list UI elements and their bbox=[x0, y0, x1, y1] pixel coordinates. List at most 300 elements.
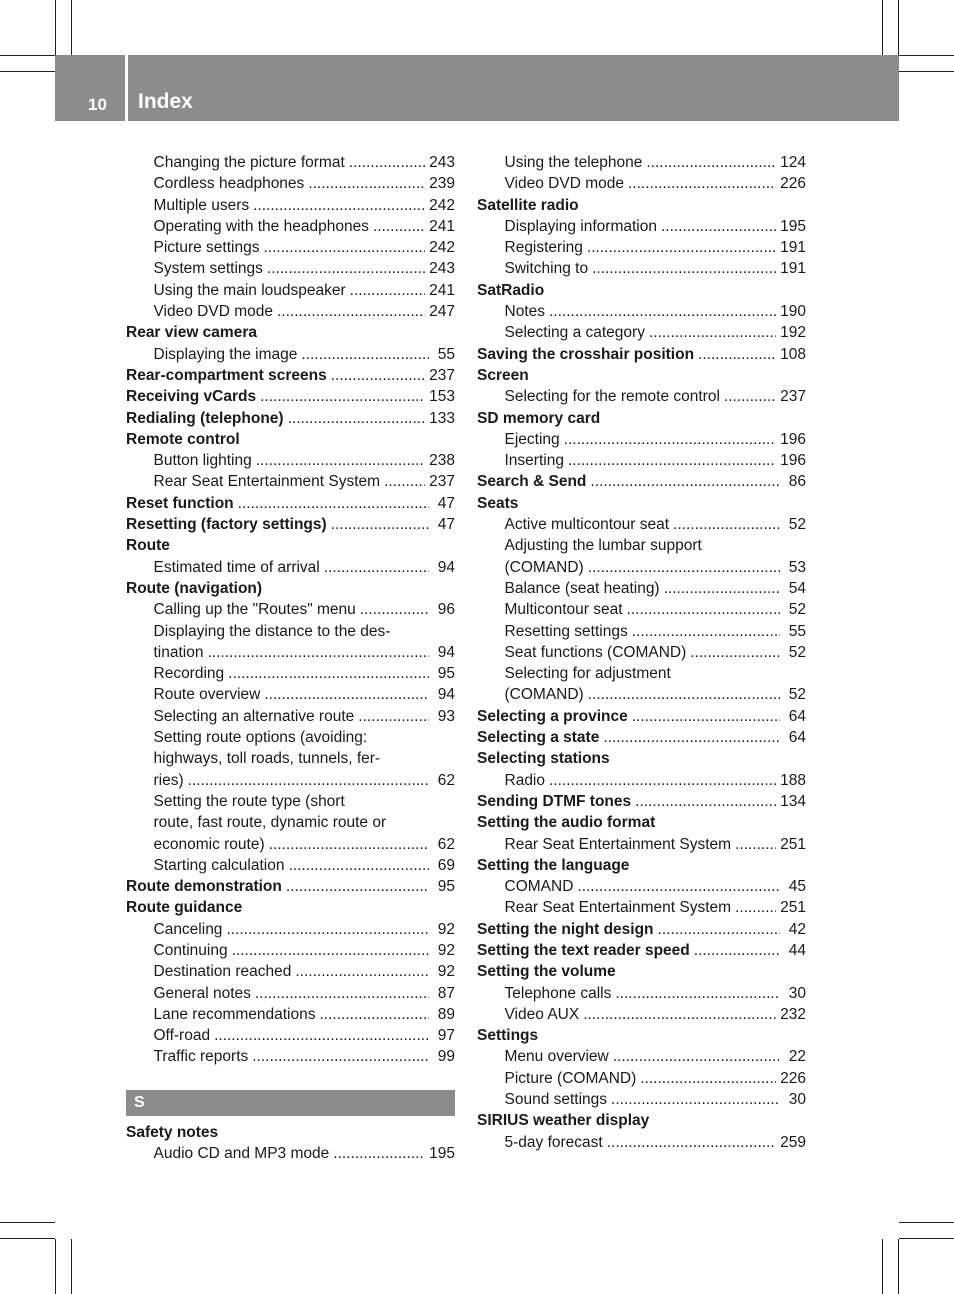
index-heading: Setting the volume bbox=[477, 963, 616, 981]
entry-page-number: 196 bbox=[780, 430, 806, 448]
entry-page-number: 196 bbox=[780, 452, 806, 470]
index-subentry-text: Adjusting the lumbar support bbox=[504, 537, 702, 555]
entry-page-number: 97 bbox=[437, 1027, 455, 1045]
index-subentry bbox=[477, 1004, 806, 1025]
entry-page-number: 96 bbox=[437, 601, 455, 619]
entry-page-number: 52 bbox=[788, 516, 806, 534]
index-subentry bbox=[477, 1132, 806, 1153]
index-heading: Safety notes bbox=[126, 1123, 219, 1141]
entry-text: Registering bbox=[504, 239, 583, 257]
entry-text: Ejecting bbox=[504, 430, 560, 448]
crop-mark bbox=[882, 0, 883, 55]
entry-text: Using the telephone bbox=[504, 154, 643, 171]
index-subentry-text: Selecting for adjustment bbox=[504, 665, 671, 683]
index-subentry bbox=[126, 1025, 455, 1046]
entry-text: Video DVD mode bbox=[504, 175, 624, 193]
index-entry bbox=[126, 514, 455, 535]
index-subentry bbox=[477, 301, 806, 322]
index-subentry bbox=[477, 599, 806, 620]
entry-text: Sending DTMF tones bbox=[477, 792, 632, 810]
header-separator bbox=[125, 55, 128, 121]
dot-leader bbox=[349, 152, 425, 173]
entry-text: COMAND bbox=[504, 878, 574, 896]
dot-leader bbox=[214, 1025, 429, 1046]
dot-leader bbox=[264, 684, 429, 705]
dot-leader bbox=[320, 1004, 430, 1025]
dot-leader bbox=[690, 642, 780, 663]
index-subentry bbox=[126, 344, 455, 365]
entry-text: Displaying information bbox=[504, 217, 657, 235]
entry-page-number: 259 bbox=[780, 1133, 806, 1151]
dot-leader bbox=[673, 514, 780, 535]
entry-page-number: 44 bbox=[788, 941, 806, 959]
entry-page-number: 22 bbox=[788, 1048, 806, 1066]
index-list bbox=[126, 152, 455, 1068]
entry-text: 5-day forecast bbox=[504, 1133, 603, 1151]
entry-page-number: 52 bbox=[788, 601, 806, 619]
entry-text: Sound settings bbox=[504, 1091, 608, 1109]
dot-leader bbox=[635, 791, 776, 812]
entry-page-number: 239 bbox=[429, 175, 455, 193]
index-subentry bbox=[477, 557, 806, 578]
index-subentry bbox=[126, 280, 455, 301]
entry-page-number: 93 bbox=[437, 707, 455, 725]
index-subentry-text: Displaying the distance to the des- bbox=[153, 622, 391, 640]
entry-page-number: 237 bbox=[429, 473, 455, 491]
entry-page-number: 94 bbox=[437, 643, 455, 661]
index-subentry bbox=[477, 1089, 806, 1110]
dot-leader bbox=[658, 919, 780, 940]
entry-text: Rear-compartment screens bbox=[126, 366, 327, 384]
entry-text: Changing the picture format bbox=[153, 154, 345, 171]
dot-leader bbox=[664, 578, 780, 599]
index-subentry bbox=[126, 152, 455, 173]
entry-text: (COMAND) bbox=[504, 558, 584, 576]
index-subentry bbox=[477, 642, 806, 663]
crop-mark bbox=[882, 1239, 883, 1294]
crop-mark bbox=[55, 0, 56, 55]
entry-page-number: 55 bbox=[788, 622, 806, 640]
dot-leader bbox=[324, 557, 429, 578]
index-subentry bbox=[126, 237, 455, 258]
entry-page-number: 251 bbox=[780, 899, 806, 917]
index-heading: Remote control bbox=[126, 430, 240, 448]
index-subentry bbox=[126, 770, 455, 791]
index-heading: Route bbox=[126, 537, 170, 555]
entry-page-number: 242 bbox=[429, 196, 455, 214]
entry-page-number: 226 bbox=[780, 175, 806, 193]
dot-leader bbox=[564, 429, 776, 450]
entry-text: Rear Seat Entertainment System bbox=[504, 835, 732, 853]
entry-page-number: 55 bbox=[437, 345, 455, 363]
dot-leader bbox=[627, 599, 780, 620]
entry-page-number: 237 bbox=[780, 388, 806, 406]
index-subentry-text: highways, toll roads, tunnels, fer- bbox=[153, 750, 381, 768]
index-subentry bbox=[477, 216, 806, 237]
index-entry bbox=[477, 919, 806, 940]
entry-text: Reset function bbox=[126, 494, 234, 512]
entry-text: Route demonstration bbox=[126, 878, 282, 896]
dot-leader bbox=[735, 834, 776, 855]
dot-leader bbox=[350, 280, 425, 301]
entry-page-number: 95 bbox=[437, 878, 455, 896]
entry-text: Lane recommendations bbox=[153, 1005, 316, 1023]
entry-text: Video AUX bbox=[504, 1005, 580, 1023]
crop-mark bbox=[899, 1222, 954, 1223]
entry-text: Active multicontour seat bbox=[504, 516, 670, 534]
dot-leader bbox=[640, 1068, 776, 1089]
index-subentry bbox=[126, 983, 455, 1004]
entry-page-number: 89 bbox=[437, 1005, 455, 1023]
index-subentry bbox=[477, 258, 806, 279]
index-heading: SatRadio bbox=[477, 281, 545, 299]
entry-page-number: 242 bbox=[429, 239, 455, 257]
entry-text: Estimated time of arrival bbox=[153, 558, 320, 576]
entry-text: Audio CD and MP3 mode bbox=[153, 1145, 330, 1163]
dot-leader bbox=[207, 642, 429, 663]
index-subentry bbox=[126, 173, 455, 194]
index-subentry bbox=[126, 599, 455, 620]
entry-text: Radio bbox=[504, 771, 545, 789]
entry-text: Telephone calls bbox=[504, 984, 612, 1002]
dot-leader bbox=[373, 216, 425, 237]
crop-mark bbox=[898, 1239, 899, 1294]
entry-text: Displaying the image bbox=[153, 345, 298, 363]
index-subentry bbox=[126, 557, 455, 578]
entry-text: Operating with the headphones bbox=[153, 217, 369, 235]
index-entry bbox=[477, 727, 806, 748]
crop-mark bbox=[0, 1238, 55, 1239]
index-subentry bbox=[126, 834, 455, 855]
entry-text: Route overview bbox=[153, 686, 261, 704]
entry-page-number: 42 bbox=[788, 920, 806, 938]
entry-text: Menu overview bbox=[504, 1048, 609, 1066]
entry-page-number: 241 bbox=[429, 281, 455, 299]
index-subentry bbox=[477, 429, 806, 450]
dot-leader bbox=[588, 684, 780, 705]
index-subentry bbox=[126, 1004, 455, 1025]
dot-leader bbox=[735, 897, 776, 918]
index-entry bbox=[126, 876, 455, 897]
index-subentry bbox=[126, 961, 455, 982]
entry-text: Setting the night design bbox=[477, 920, 654, 938]
index-heading: Selecting stations bbox=[477, 750, 610, 768]
dot-leader bbox=[238, 493, 429, 514]
entry-page-number: 47 bbox=[437, 516, 455, 534]
entry-page-number: 87 bbox=[437, 984, 455, 1002]
dot-leader bbox=[577, 876, 780, 897]
index-subentry bbox=[477, 621, 806, 642]
index-subentry bbox=[126, 684, 455, 705]
dot-leader bbox=[331, 514, 429, 535]
index-subentry bbox=[477, 450, 806, 471]
dot-leader bbox=[568, 450, 776, 471]
section-letter-bar: S bbox=[126, 1090, 455, 1116]
entry-page-number: 133 bbox=[429, 409, 455, 427]
index-subentry bbox=[126, 195, 455, 216]
index-subentry-text: route, fast route, dynamic route or bbox=[153, 814, 387, 832]
entry-text: Starting calculation bbox=[153, 856, 285, 874]
entry-page-number: 108 bbox=[780, 345, 806, 363]
entry-page-number: 52 bbox=[788, 643, 806, 661]
index-entry bbox=[126, 408, 455, 429]
dot-leader bbox=[549, 770, 776, 791]
index-subentry bbox=[126, 216, 455, 237]
dot-leader bbox=[252, 1046, 429, 1067]
dot-leader bbox=[724, 386, 776, 407]
dot-leader bbox=[649, 322, 776, 343]
index-subentry bbox=[477, 983, 806, 1004]
dot-leader bbox=[255, 983, 429, 1004]
dot-leader bbox=[295, 961, 429, 982]
index-subentry bbox=[126, 258, 455, 279]
entry-text: Inserting bbox=[504, 452, 564, 470]
index-subentry-text: Setting the route type (short bbox=[153, 792, 345, 810]
entry-page-number: 95 bbox=[437, 665, 455, 683]
entry-text: Seat functions (COMAND) bbox=[504, 643, 687, 661]
dot-leader bbox=[603, 727, 780, 748]
index-heading: Route guidance bbox=[126, 899, 243, 917]
dot-leader bbox=[661, 216, 776, 237]
index-subentry bbox=[477, 322, 806, 343]
dot-leader bbox=[260, 386, 425, 407]
entry-page-number: 191 bbox=[780, 239, 806, 257]
entry-page-number: 47 bbox=[437, 494, 455, 512]
crop-mark bbox=[898, 0, 899, 55]
entry-text: Redialing (telephone) bbox=[126, 409, 284, 427]
dot-leader bbox=[288, 408, 426, 429]
dot-leader bbox=[228, 663, 429, 684]
index-subentry bbox=[477, 514, 806, 535]
index-entry bbox=[126, 365, 455, 386]
entry-page-number: 190 bbox=[780, 303, 806, 321]
entry-page-number: 64 bbox=[788, 707, 806, 725]
index-subentry bbox=[126, 919, 455, 940]
entry-text: Saving the crosshair position bbox=[477, 345, 695, 363]
index-subentry bbox=[126, 663, 455, 684]
index-heading: Screen bbox=[477, 366, 529, 384]
index-entry bbox=[477, 706, 806, 727]
entry-page-number: 247 bbox=[429, 303, 455, 321]
entry-page-number: 30 bbox=[788, 984, 806, 1002]
entry-page-number: 99 bbox=[437, 1048, 455, 1066]
dot-leader bbox=[607, 1132, 776, 1153]
entry-text: Canceling bbox=[153, 920, 223, 938]
dot-leader bbox=[615, 983, 780, 1004]
dot-leader bbox=[549, 301, 776, 322]
crop-mark bbox=[0, 1222, 55, 1223]
crop-mark bbox=[55, 1239, 56, 1294]
index-heading: Setting the audio format bbox=[477, 814, 656, 832]
dot-leader bbox=[286, 876, 429, 897]
index-subentry bbox=[477, 386, 806, 407]
dot-leader bbox=[646, 152, 776, 173]
dot-leader bbox=[628, 173, 776, 194]
dot-leader bbox=[267, 258, 425, 279]
entry-text: Calling up the "Routes" menu bbox=[153, 601, 356, 619]
entry-text: Off-road bbox=[153, 1027, 211, 1045]
index-subentry bbox=[477, 834, 806, 855]
index-column-left bbox=[126, 152, 455, 1164]
entry-text: General notes bbox=[153, 984, 251, 1002]
dot-leader bbox=[232, 940, 429, 961]
entry-page-number: 153 bbox=[429, 388, 455, 406]
entry-text: Switching to bbox=[504, 260, 589, 278]
entry-text: Continuing bbox=[153, 941, 228, 959]
entry-page-number: 52 bbox=[788, 686, 806, 704]
entry-page-number: 232 bbox=[780, 1005, 806, 1023]
entry-page-number: 134 bbox=[780, 792, 806, 810]
index-entry bbox=[126, 493, 455, 514]
dot-leader bbox=[253, 195, 425, 216]
dot-leader bbox=[590, 471, 780, 492]
crop-mark bbox=[71, 1239, 72, 1294]
entry-text: Cordless headphones bbox=[153, 175, 305, 193]
page-title: Index bbox=[138, 90, 193, 113]
entry-page-number: 251 bbox=[780, 835, 806, 853]
dot-leader bbox=[263, 237, 425, 258]
entry-page-number: 45 bbox=[788, 878, 806, 896]
index-entry bbox=[477, 471, 806, 492]
dot-leader bbox=[611, 1089, 780, 1110]
index-subentry bbox=[477, 897, 806, 918]
dot-leader bbox=[588, 557, 780, 578]
index-subentry bbox=[477, 876, 806, 897]
entry-text: Selecting a category bbox=[504, 324, 645, 342]
entry-page-number: 191 bbox=[780, 260, 806, 278]
index-entry bbox=[126, 386, 455, 407]
entry-page-number: 243 bbox=[429, 154, 455, 171]
entry-text: Multiple users bbox=[153, 196, 250, 214]
index-subentry bbox=[126, 450, 455, 471]
index-subentry bbox=[126, 642, 455, 663]
entry-page-number: 195 bbox=[780, 217, 806, 235]
index-subentry bbox=[477, 1068, 806, 1089]
index-subentry bbox=[477, 152, 806, 173]
index-subentry bbox=[477, 173, 806, 194]
index-subentry bbox=[126, 471, 455, 492]
crop-mark bbox=[0, 71, 55, 72]
page-number: 10 bbox=[88, 95, 107, 114]
index-heading: SD memory card bbox=[477, 409, 601, 427]
entry-text: Resetting (factory settings) bbox=[126, 516, 327, 534]
dot-leader bbox=[358, 706, 429, 727]
entry-text: (COMAND) bbox=[504, 686, 584, 704]
index-heading: Route (navigation) bbox=[126, 579, 263, 597]
dot-leader bbox=[360, 599, 429, 620]
index-entry bbox=[477, 940, 806, 961]
index-heading: SIRIUS weather display bbox=[477, 1112, 650, 1130]
crop-mark bbox=[71, 0, 72, 55]
entry-text: Destination reached bbox=[153, 963, 292, 981]
crop-mark bbox=[899, 1238, 954, 1239]
dot-leader bbox=[333, 1143, 425, 1164]
index-subentry bbox=[126, 940, 455, 961]
entry-page-number: 86 bbox=[788, 473, 806, 491]
entry-page-number: 243 bbox=[429, 260, 455, 278]
entry-page-number: 195 bbox=[429, 1145, 455, 1163]
dot-leader bbox=[288, 855, 429, 876]
dot-leader bbox=[384, 471, 425, 492]
dot-leader bbox=[277, 301, 425, 322]
entry-page-number: 238 bbox=[429, 452, 455, 470]
entry-page-number: 92 bbox=[437, 920, 455, 938]
entry-text: Multicontour seat bbox=[504, 601, 623, 619]
dot-leader bbox=[301, 344, 429, 365]
entry-text: tination bbox=[153, 643, 204, 661]
entry-page-number: 92 bbox=[437, 941, 455, 959]
dot-leader bbox=[613, 1046, 780, 1067]
index-list bbox=[126, 1122, 455, 1165]
dot-leader bbox=[188, 770, 429, 791]
index-subentry bbox=[126, 855, 455, 876]
dot-leader bbox=[226, 919, 429, 940]
index-heading: Seats bbox=[477, 494, 519, 512]
dot-leader bbox=[698, 344, 776, 365]
entry-text: Rear Seat Entertainment System bbox=[504, 899, 732, 917]
index-heading: Satellite radio bbox=[477, 196, 579, 214]
crop-mark bbox=[0, 55, 55, 56]
entry-text: Video DVD mode bbox=[153, 303, 273, 321]
dot-leader bbox=[694, 940, 780, 961]
index-list bbox=[477, 152, 806, 1153]
index-subentry bbox=[126, 1046, 455, 1067]
entry-page-number: 192 bbox=[780, 324, 806, 342]
entry-text: Selecting a province bbox=[477, 707, 628, 725]
crop-mark bbox=[899, 55, 954, 56]
entry-page-number: 94 bbox=[437, 686, 455, 704]
entry-text: Selecting a state bbox=[477, 729, 600, 747]
dot-leader bbox=[587, 237, 776, 258]
entry-text: Search & Send bbox=[477, 473, 587, 491]
entry-text: Recording bbox=[153, 665, 225, 683]
entry-page-number: 30 bbox=[788, 1091, 806, 1109]
entry-page-number: 124 bbox=[780, 154, 806, 171]
entry-text: Balance (seat heating) bbox=[504, 579, 660, 597]
entry-text: Setting the text reader speed bbox=[477, 941, 690, 959]
crop-mark bbox=[899, 71, 954, 72]
index-subentry bbox=[126, 706, 455, 727]
index-entry bbox=[477, 791, 806, 812]
entry-page-number: 53 bbox=[788, 558, 806, 576]
entry-page-number: 62 bbox=[437, 771, 455, 789]
entry-text: System settings bbox=[153, 260, 263, 278]
entry-page-number: 241 bbox=[429, 217, 455, 235]
entry-page-number: 226 bbox=[780, 1069, 806, 1087]
entry-text: Picture settings bbox=[153, 239, 260, 257]
dot-leader bbox=[632, 621, 780, 642]
entry-text: economic route) bbox=[153, 835, 265, 853]
dot-leader bbox=[632, 706, 780, 727]
entry-text: Selecting for the remote control bbox=[504, 388, 720, 406]
entry-page-number: 237 bbox=[429, 366, 455, 384]
index-subentry bbox=[477, 237, 806, 258]
dot-leader bbox=[592, 258, 776, 279]
dot-leader bbox=[308, 173, 425, 194]
entry-page-number: 64 bbox=[788, 729, 806, 747]
entry-text: Using the main loudspeaker bbox=[153, 281, 346, 299]
entry-text: Resetting settings bbox=[504, 622, 628, 640]
entry-text: Rear Seat Entertainment System bbox=[153, 473, 381, 491]
index-subentry-text: Setting route options (avoiding: bbox=[153, 729, 368, 747]
dot-leader bbox=[583, 1004, 776, 1025]
entry-page-number: 188 bbox=[780, 771, 806, 789]
entry-page-number: 69 bbox=[437, 856, 455, 874]
dot-leader bbox=[256, 450, 425, 471]
page-header bbox=[55, 55, 899, 121]
index-subentry bbox=[477, 578, 806, 599]
entry-page-number: 62 bbox=[437, 835, 455, 853]
